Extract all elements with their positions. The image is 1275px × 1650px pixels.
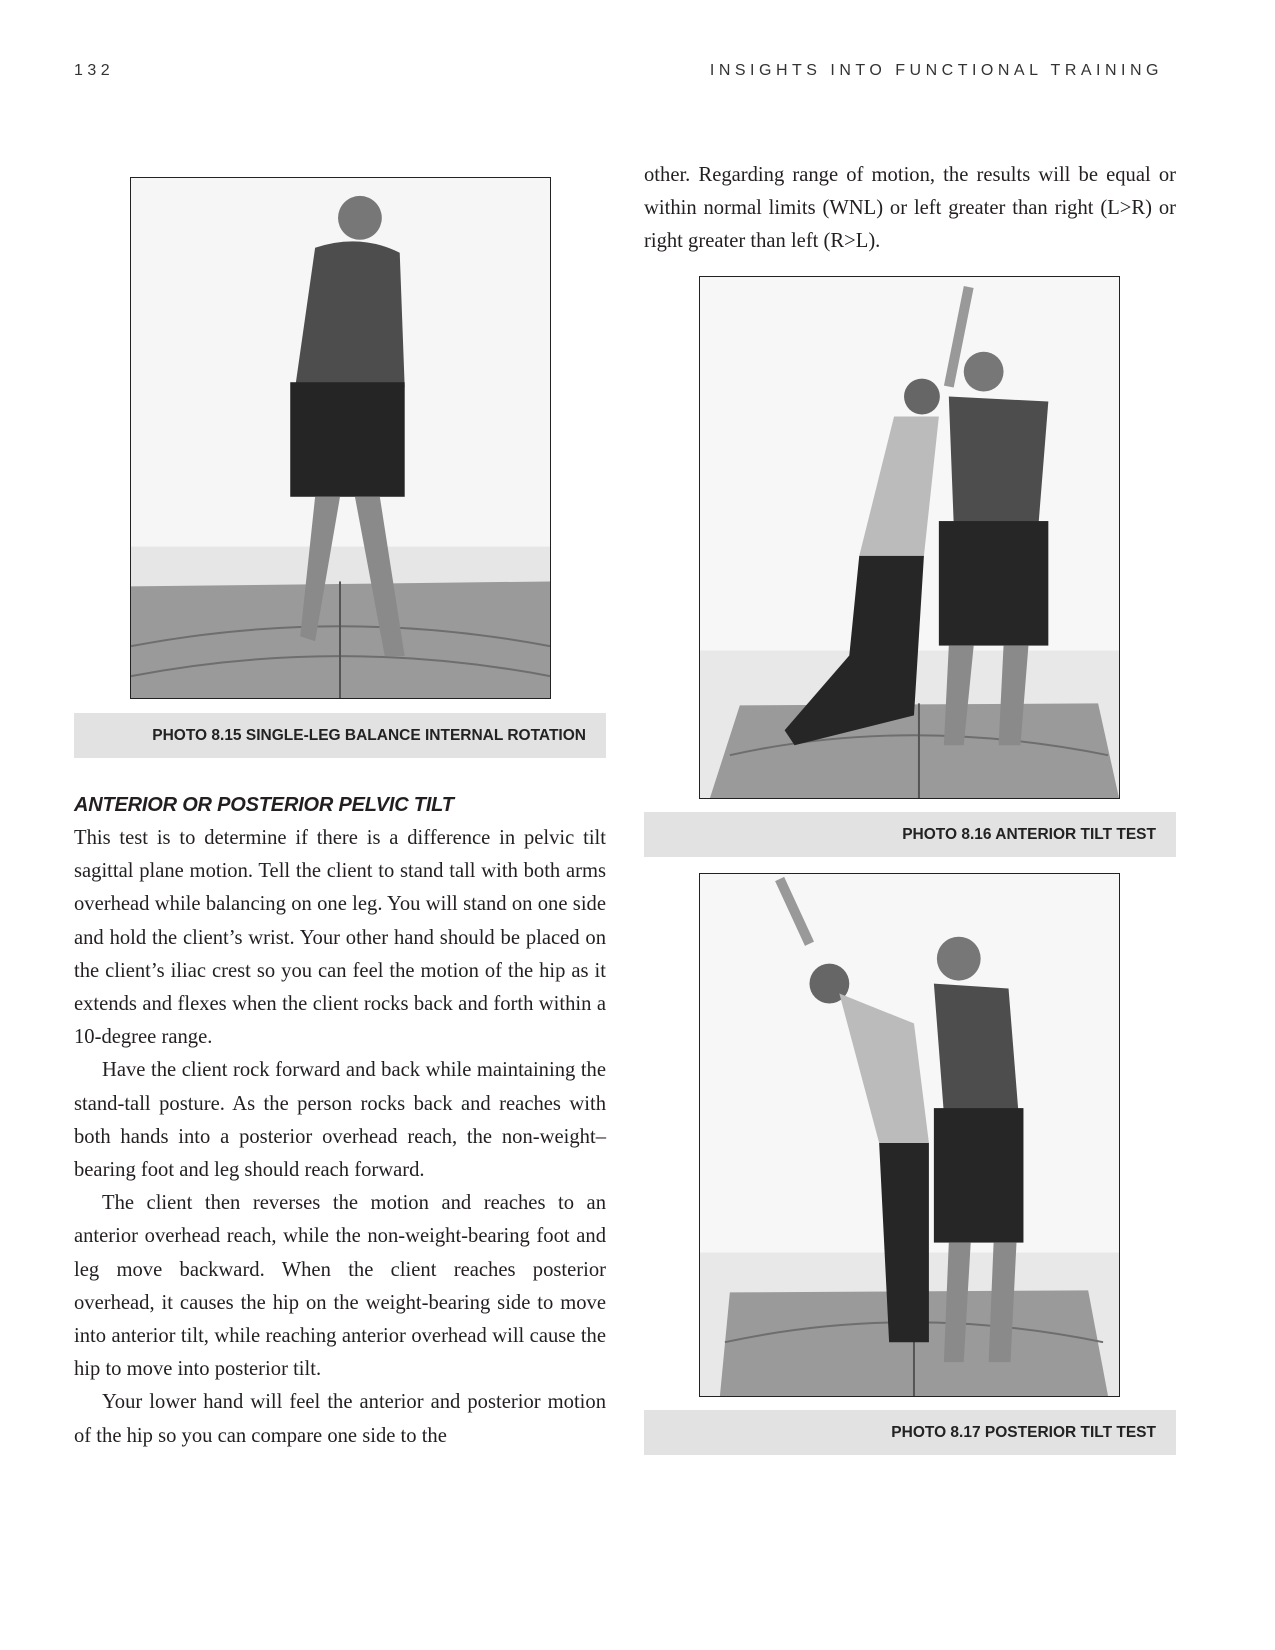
page-number: 132 [74,62,115,79]
section-heading: ANTERIOR OR POSTERIOR PELVIC TILT [74,794,454,816]
photo-caption: PHOTO 8.16 ANTERIOR TILT TEST [644,812,1176,857]
paragraph-continuation: other. Regarding range of motion, the results will be equal or within normal limits (WNL) or left greater than right (L>R) or right greater than left (R>L). [644,164,1176,253]
paragraph: This test is to determine if there is a difference in pelvic tilt sagittal plane motion. Tell the client to stand tall with both arms overhead while balancing on one leg. You will stand on one side and hold the client’s wrist. Your other hand should be placed on the client’s iliac crest so you can feel the motion of the hip as it extends and flexes when the client rocks back and forth within a 10-degree range. [74,827,606,1049]
paragraph: The client then reverses the motion and reaches to an anterior overhead reach, while the non-weight-bearing foot and leg move backward. When the client reaches posterior overhead, it causes the hip on the weight-bearing side to move into anterior tilt, while reaching anterior overhead will cause the hip to move into posterior tilt. [74,1192,606,1381]
paragraph: Your lower hand will feel the anterior and posterior motion of the hip so you can compare one side to the [74,1391,606,1447]
paragraph: Have the client rock forward and back while maintaining the stand-tall posture. As the person rocks back and reaches with both hands into a posterior overhead reach, the non-weight–bearing foot and leg should reach forward. [74,1059,606,1182]
photo-caption: PHOTO 8.15 SINGLE-LEG BALANCE INTERNAL ROTATION [74,713,606,758]
right-column [644,159,1176,259]
photo-single-leg-balance [130,177,551,699]
photo-anterior-tilt [699,276,1120,799]
running-title: INSIGHTS INTO FUNCTIONAL TRAINING [709,62,1163,79]
photo-caption: PHOTO 8.17 POSTERIOR TILT TEST [644,1410,1176,1455]
photo-posterior-tilt [699,873,1120,1397]
left-column [74,789,606,1453]
